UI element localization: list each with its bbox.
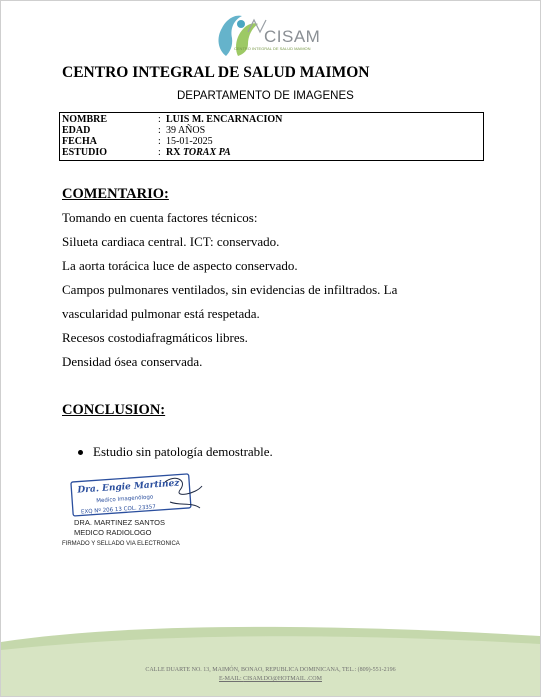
comment-line: Campos pulmonares ventilados, sin evidencias de infiltrados. La xyxy=(62,282,398,297)
comment-line: Tomando en cuenta factores técnicos: xyxy=(62,210,258,225)
comment-line: vascularidad pulmonar está respetada. xyxy=(62,306,260,321)
conclusion-item: Estudio sin patología demostrable. xyxy=(93,444,273,459)
footer-email-line xyxy=(0,676,541,682)
patient-value: 15-01-2025 xyxy=(166,136,213,147)
email-link[interactable]: CISAM.DO@HOTMAIL .COM xyxy=(243,676,322,682)
patient-label: EDAD xyxy=(62,125,91,136)
patient-value: LUIS M. ENCARNACION xyxy=(166,114,283,125)
stamp-name: Dra. Engie Martinez xyxy=(77,478,180,496)
patient-info-box xyxy=(59,112,484,161)
signer-name: DRA. MARTINEZ SANTOS xyxy=(74,518,165,527)
signer-role: MEDICO RADIOLOGO xyxy=(74,528,152,537)
comment-line: La aorta torácica luce de aspecto conservado. xyxy=(62,258,298,273)
signature-note: FIRMADO Y SELLADO VIA ELECTRONICA xyxy=(62,541,180,547)
logo-word: CISAM xyxy=(264,27,321,46)
email-prefix: E-MAIL: xyxy=(219,676,244,682)
patient-separator: : xyxy=(158,125,161,136)
comment-line: Silueta cardiaca central. ICT: conservado. xyxy=(62,234,280,249)
department-subtitle: DEPARTAMENTO DE IMAGENES xyxy=(177,90,354,102)
patient-label: FECHA xyxy=(62,136,97,147)
stamp-role: Medico Imagenólogo xyxy=(96,494,154,505)
stamp-exq: EXQ Nº 206 13 COL. 23357 xyxy=(80,504,157,516)
page-title: CENTRO INTEGRAL DE SALUD MAIMON xyxy=(62,64,370,81)
patient-value xyxy=(166,147,231,158)
doctor-stamp xyxy=(70,472,210,520)
study-type: TORAX PA xyxy=(182,147,231,158)
footer-address: CALLE DUARTE NO. 13, MAIMÓN, BONAO, REPUBLICA DOMINICANA, TEL.: (809)-551-2196 xyxy=(145,667,396,673)
patient-separator: : xyxy=(158,147,161,158)
patient-value: 39 AÑOS xyxy=(166,125,206,136)
comment-line: Densidad ósea conservada. xyxy=(62,354,203,369)
patient-label: ESTUDIO xyxy=(62,147,108,158)
comment-heading: COMENTARIO: xyxy=(62,186,169,202)
patient-separator: : xyxy=(158,114,161,125)
study-prefix: RX xyxy=(166,147,183,158)
bullet-icon xyxy=(78,450,83,455)
patient-label: NOMBRE xyxy=(62,114,107,125)
comment-line: Recesos costodiafragmáticos libres. xyxy=(62,330,248,345)
patient-separator: : xyxy=(158,136,161,147)
conclusion-heading: CONCLUSION: xyxy=(62,402,166,418)
footer-decoration xyxy=(1,620,540,696)
logo-tagline: CENTRO INTEGRAL DE SALUD MAIMON xyxy=(234,46,311,51)
